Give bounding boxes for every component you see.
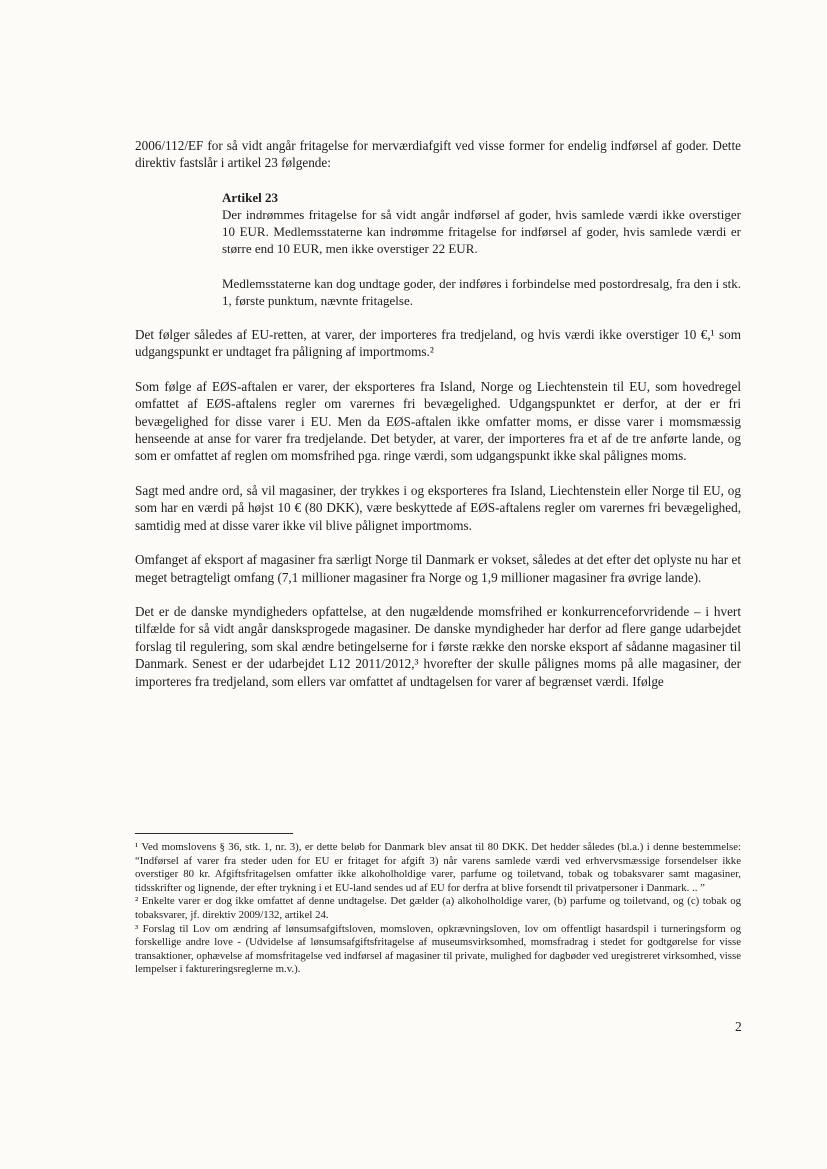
paragraph-omfang-eksport: Omfanget af eksport af magasiner fra særligt Norge til Danmark er vokset, således at det efter det oplyste nu har et meget betragteligt omfang (7,1 millioner magasiner fra Norge og 1,9 millioner magasiner fra øvrige lande).	[135, 552, 741, 585]
paragraph-eos-aftalen: Som følge af EØS-aftalen er varer, der eksporteres fra Island, Norge og Liechtenstein til EU, som hovedregel omfattet af EØS-aftalens regler om varernes fri bevægelighed. Udgangspunktet er derfor, at der er fri bevægelighed for disse varer i EU. Men da EØS-aftalen ikke omfatter moms, er disse varer i momsmæssig henseende at anse for varer fra tredjelande. Det betyder, at varer, der importeres fra et af de tre anførte lande, og som er omfattet af reglen om momsfrihed pga. ringe værdi, som udgangspunkt ikke skal pålignes moms.	[135, 378, 741, 464]
footnote-separator-line	[135, 833, 293, 834]
quote-paragraph-spacer	[222, 258, 741, 275]
paragraph-eu-retten: Det følger således af EU-retten, at varer, der importeres fra tredjeland, og hvis værdi ikke overstiger 10 €,¹ som udgangspunkt er undtaget fra påligning af importmoms.²	[135, 327, 741, 360]
quote-paragraph-1: Der indrømmes fritagelse for så vidt angår indførsel af goder, hvis samlede værdi ikke overstiger 10 EUR. Medlemsstaterne kan indrømme fritagelse for indførsel af goder, hvis samlede værdi er større end 10 EUR, men ikke overstiger 22 EUR.	[222, 207, 741, 257]
page-number: 2	[735, 1019, 742, 1034]
blockquote-artikel-23	[222, 189, 741, 309]
footnote-1: ¹ Ved momslovens § 36, stk. 1, nr. 3), er dette beløb for Danmark blev ansat til 80 DKK. Det hedder således (bl.a.) i denne bestemmelse: “Indførsel af varer fra steder uden for EU er fritaget for afgift 3) når varens samlede værdi ved erhvervsmæssige forsendelser ikke overstiger 80 kr. Afgiftsfritagelsen omfatter ikke alkoholholdige varer, parfume og toiletvand, tobak og tobaksvarer samt magasiner, tidsskrifter og lignende, der efter trykning i et EU-land sendes ud af EU for derfra at blive forsendt til privatpersoner i Danmark. .. ”	[135, 841, 741, 894]
footnote-3: ³ Forslag til Lov om ændring af lønsumsafgiftsloven, momsloven, opkrævningsloven, lov om offentligt hasardspil i turneringsform og forskellige andre love - (Udvidelse af lønsumsafgiftsfritagelse af museumsvirksomhed, momsfradrag i stedet for godtgørelse for visse transaktioner, ophævelse af momsfritagelse ved indførsel af magasiner til private, mulighed for dagbøder ved uregistreret virksomhed, visse lempelser i faktureringsreglerne m.v.).	[135, 922, 741, 976]
footnote-2: ² Enkelte varer er dog ikke omfattet af denne undtagelse. Det gælder (a) alkoholholdige varer, (b) parfume og toiletvand, og (c) tobak og tobaksvarer, jf. direktiv 2009/132, artikel 24.	[135, 895, 741, 921]
quote-paragraph-2: Medlemsstaterne kan dog undtage goder, der indføres i forbindelse med postordresalg, fra den i stk. 1, første punktum, nævnte fritagelse.	[222, 275, 741, 308]
footnotes-section	[135, 833, 741, 977]
paragraph-danske-myndigheder: Det er de danske myndigheders opfattelse, at den nugældende momsfrihed er konkurrenceforvridende – i hvert tilfælde for så vidt angår dansksprogede magasiner. De danske myndigheder har derfor ad flere gange udarbejdet forslag til regulering, som skal ændre betingelserne for i første række den norske eksport af sådanne magasiner til Danmark. Senest er der udarbejdet L12 2011/2012,³ hvorefter der skulle pålignes moms på alle magasiner, der importeres fra tredjeland, som ellers var omfattet af undtagelsen for varer af begrænset værdi. Ifølge	[135, 603, 741, 689]
document-body	[135, 137, 741, 707]
paragraph-magasiner: Sagt med andre ord, så vil magasiner, der trykkes i og eksporteres fra Island, Liechtenstein eller Norge til EU, og som har en værdi på højst 10 € (80 DKK), være beskyttede af EØS-aftalens regler om varernes fri bevægelighed, samtidig med at disse varer ikke vil blive pålignet importmoms.	[135, 482, 741, 533]
quote-title: Artikel 23	[222, 189, 278, 205]
paragraph-intro: 2006/112/EF for så vidt angår fritagelse for merværdiafgift ved visse former for endelig indførsel af goder. Dette direktiv fastslår i artikel 23 følgende:	[135, 138, 741, 171]
